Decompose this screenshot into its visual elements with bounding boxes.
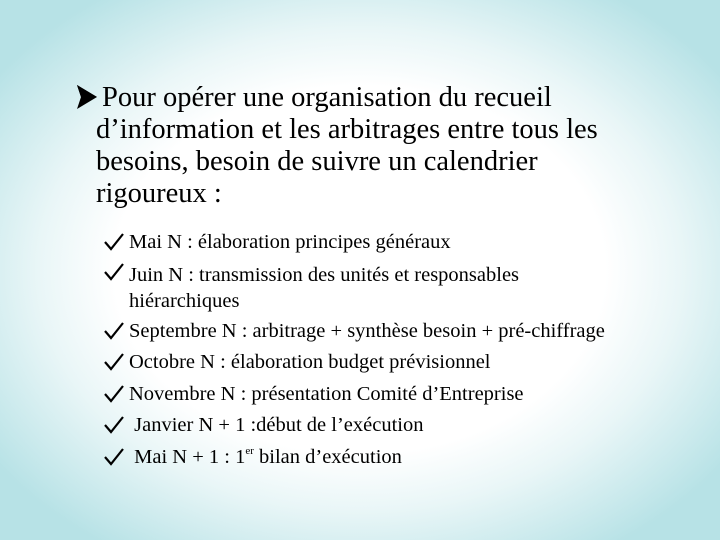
schedule-item bbox=[104, 442, 704, 474]
schedule-item-text: Septembre N : arbitrage + synthèse besoin + pré-chiffrage bbox=[129, 319, 605, 342]
schedule-item bbox=[104, 316, 704, 348]
schedule-item-text: Juin N : transmission des unités et responsables bbox=[129, 263, 520, 286]
ordinal-superscript: er bbox=[245, 444, 254, 457]
checkmark-icon bbox=[104, 448, 124, 466]
schedule-item-text: Janvier N + 1 :début de l’exécution bbox=[129, 414, 424, 436]
checkmark-icon bbox=[104, 385, 124, 403]
schedule-item-text: Mai N : élaboration principes généraux bbox=[129, 231, 451, 253]
main-bullet-text bbox=[76, 82, 676, 210]
main-bullet-line: Pour opérer une organisation du recueil bbox=[102, 82, 552, 113]
schedule-item bbox=[104, 379, 704, 411]
main-bullet-line: rigoureux : bbox=[96, 178, 222, 209]
main-bullet-line: besoins, besoin de suivre un calendrier bbox=[96, 146, 538, 177]
checkmark-icon bbox=[104, 263, 124, 281]
schedule-item-text-part: Mai N + 1 : 1 bbox=[129, 445, 246, 468]
schedule-item-text: Octobre N : élaboration budget prévisionnel bbox=[129, 351, 491, 373]
schedule-item-text: Novembre N : présentation Comité d’Entreprise bbox=[129, 382, 524, 405]
arrow-bullet-icon bbox=[76, 84, 98, 110]
schedule-item bbox=[104, 410, 704, 442]
main-bullet-line: d’information et les arbitrages entre tous les bbox=[96, 114, 598, 145]
main-bullet bbox=[76, 82, 676, 210]
schedule-item bbox=[104, 259, 704, 316]
schedule-item bbox=[104, 347, 704, 379]
schedule-list bbox=[104, 227, 704, 473]
schedule-item-text-continued: hiérarchiques bbox=[129, 289, 240, 312]
schedule-item-text-part: bilan d’exécution bbox=[253, 445, 402, 468]
checkmark-icon bbox=[104, 322, 124, 340]
checkmark-icon bbox=[104, 353, 124, 371]
schedule-item-text bbox=[126, 442, 704, 474]
checkmark-icon bbox=[104, 233, 124, 251]
schedule-item bbox=[104, 227, 704, 259]
checkmark-icon bbox=[104, 416, 124, 434]
